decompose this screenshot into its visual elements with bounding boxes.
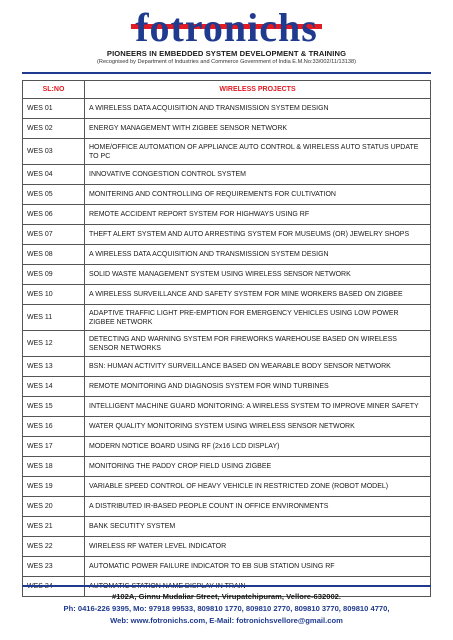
table-row	[23, 437, 431, 457]
project-code: WES 20	[23, 497, 85, 517]
footer-phone: Ph: 0416-226 9395, Mo: 97918 99533, 809810 1770, 809810 2770, 809810 3770, 809810 4770,	[63, 604, 390, 613]
logo-text: fotronichs	[135, 5, 318, 50]
project-code: WES 01	[23, 99, 85, 119]
column-header-slno: SL:NO	[23, 81, 85, 99]
project-code: WES 15	[23, 397, 85, 417]
project-code: WES 02	[23, 119, 85, 139]
page-footer	[0, 591, 453, 627]
project-title: AUTOMATIC POWER FAILURE INDICATOR TO EB SUB STATION USING RF	[85, 557, 431, 577]
project-title: REMOTE ACCIDENT REPORT SYSTEM FOR HIGHWAYS USING RF	[85, 205, 431, 225]
project-code: WES 05	[23, 185, 85, 205]
project-code: WES 10	[23, 285, 85, 305]
project-code: WES 08	[23, 245, 85, 265]
project-code: WES 04	[23, 165, 85, 185]
table-row	[23, 537, 431, 557]
project-title: HOME/OFFICE AUTOMATION OF APPLIANCE AUTO CONTROL & WIRELESS AUTO STATUS UPDATE TO PC	[85, 139, 431, 165]
project-code: WES 17	[23, 437, 85, 457]
table-row	[23, 397, 431, 417]
table-row	[23, 357, 431, 377]
project-title: A WIRELESS SURVEILLANCE AND SAFETY SYSTEM FOR MINE WORKERS BASED ON ZIGBEE	[85, 285, 431, 305]
project-title: A WIRELESS DATA ACQUISITION AND TRANSMISSION SYSTEM DESIGN	[85, 99, 431, 119]
project-title: INTELLIGENT MACHINE GUARD MONITORING: A WIRELESS SYSTEM TO IMPROVE MINER SAFETY	[85, 397, 431, 417]
company-logo	[135, 5, 318, 50]
project-title: ADAPTIVE TRAFFIC LIGHT PRE-EMPTION FOR EMERGENCY VEHICLES USING LOW POWER ZIGBEE NETWORK	[85, 305, 431, 331]
project-code: WES 03	[23, 139, 85, 165]
project-title: THEFT ALERT SYSTEM AND AUTO ARRESTING SYSTEM FOR MUSEUMS (OR) JEWELRY SHOPS	[85, 225, 431, 245]
project-code: WES 06	[23, 205, 85, 225]
table-row	[23, 377, 431, 397]
project-code: WES 22	[23, 537, 85, 557]
footer-divider	[22, 585, 431, 587]
project-title: MONITERING AND CONTROLLING OF REQUIREMENTS FOR CULTIVATION	[85, 185, 431, 205]
project-title: WATER QUALITY MONITORING SYSTEM USING WIRELESS SENSOR NETWORK	[85, 417, 431, 437]
project-title: DETECTING AND WARNING SYSTEM FOR FIREWORKS WAREHOUSE BASED ON WIRELESS SENSOR NETWORKS	[85, 331, 431, 357]
table-row	[23, 457, 431, 477]
table-row	[23, 165, 431, 185]
projects-table	[22, 80, 431, 597]
project-title: BSN: HUMAN ACTIVITY SURVEILLANCE BASED ON WEARABLE BODY SENSOR NETWORK	[85, 357, 431, 377]
table-row	[23, 417, 431, 437]
table-header-row	[23, 81, 431, 99]
project-code: WES 18	[23, 457, 85, 477]
recognition-note: (Recognised by Department of Industries and Commerce Government of India E.M.No:33/002/11/13138)	[97, 59, 356, 65]
project-code: WES 23	[23, 557, 85, 577]
project-title: WIRELESS RF WATER LEVEL INDICATOR	[85, 537, 431, 557]
project-code: WES 09	[23, 265, 85, 285]
table-row	[23, 119, 431, 139]
project-code: WES 16	[23, 417, 85, 437]
table-row	[23, 205, 431, 225]
project-title: A WIRELESS DATA ACQUISITION AND TRANSMISSION SYSTEM DESIGN	[85, 245, 431, 265]
table-row	[23, 265, 431, 285]
project-title: MONITORING THE PADDY CROP FIELD USING ZIGBEE	[85, 457, 431, 477]
project-code: WES 13	[23, 357, 85, 377]
header-divider	[22, 72, 431, 74]
table-row	[23, 497, 431, 517]
project-code: WES 14	[23, 377, 85, 397]
project-title: REMOTE MONITORING AND DIAGNOSIS SYSTEM FOR WIND TURBINES	[85, 377, 431, 397]
page-header	[0, 0, 453, 65]
project-title: INNOVATIVE CONGESTION CONTROL SYSTEM	[85, 165, 431, 185]
project-title: ENERGY MANAGEMENT WITH ZIGBEE SENSOR NETWORK	[85, 119, 431, 139]
table-row	[23, 225, 431, 245]
table-row	[23, 99, 431, 119]
project-title: A DISTRIBUTED IR-BASED PEOPLE COUNT IN OFFICE ENVIRONMENTS	[85, 497, 431, 517]
project-title: VARIABLE SPEED CONTROL OF HEAVY VEHICLE IN RESTRICTED ZONE (ROBOT MODEL)	[85, 477, 431, 497]
project-title: SOLID WASTE MANAGEMENT SYSTEM USING WIRELESS SENSOR NETWORK	[85, 265, 431, 285]
table-row	[23, 517, 431, 537]
project-code: WES 12	[23, 331, 85, 357]
table-row	[23, 139, 431, 165]
project-title: BANK SECUTITY SYSTEM	[85, 517, 431, 537]
company-tagline: PIONEERS IN EMBEDDED SYSTEM DEVELOPMENT & TRAINING	[106, 49, 347, 58]
column-header-projects: WIRELESS PROJECTS	[85, 81, 431, 99]
footer-address: #102A, Ginnu Mudaliar Street, Virupatchipuram, Vellore-632002.	[111, 592, 342, 601]
project-code: WES 11	[23, 305, 85, 331]
footer-web: Web: www.fotronichs.com, E-Mail: fotronichsvellore@gmail.com	[110, 616, 343, 625]
table-row	[23, 331, 431, 357]
table-row	[23, 185, 431, 205]
project-code: WES 19	[23, 477, 85, 497]
table-row	[23, 477, 431, 497]
table-row	[23, 285, 431, 305]
project-code: WES 07	[23, 225, 85, 245]
table-row	[23, 245, 431, 265]
project-code: WES 21	[23, 517, 85, 537]
project-title: MODERN NOTICE BOARD USING RF (2x16 LCD DISPLAY)	[85, 437, 431, 457]
table-row	[23, 557, 431, 577]
table-row	[23, 305, 431, 331]
